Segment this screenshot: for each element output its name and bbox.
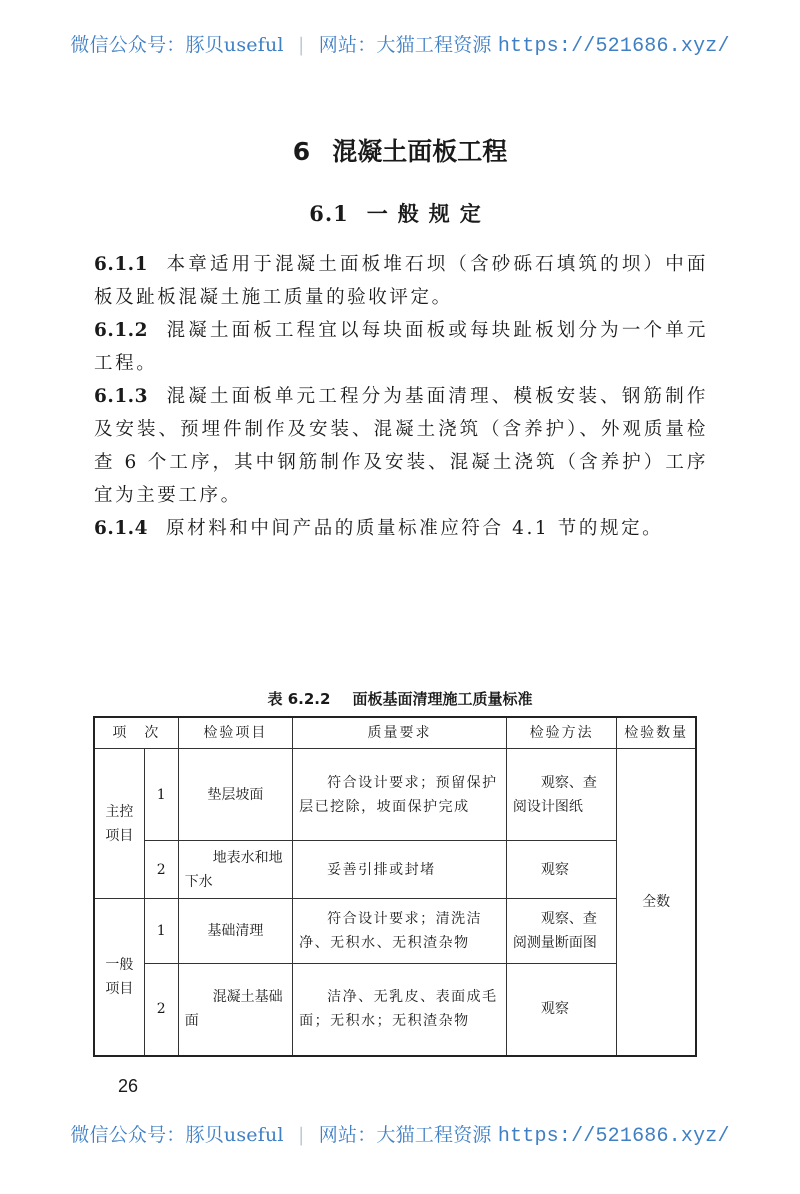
section-title bbox=[0, 198, 800, 228]
watermark-separator: | bbox=[297, 34, 305, 56]
inspection-method: 观察、查阅测量断面图 bbox=[506, 899, 617, 964]
watermark-url[interactable]: https://521686.xyz/ bbox=[497, 1125, 730, 1148]
inspection-method: 观察 bbox=[506, 841, 617, 899]
inspection-item: 基础清理 bbox=[178, 899, 292, 964]
watermark-label: 微信公众号：豚贝useful bbox=[70, 34, 284, 56]
watermark-label: 微信公众号：豚贝useful bbox=[70, 1124, 284, 1146]
section-number: 6.1 bbox=[309, 201, 349, 226]
table-caption bbox=[0, 688, 800, 709]
quality-requirement: 符合设计要求；预留保护层已挖除，坡面保护完成 bbox=[293, 749, 507, 841]
row-number: 1 bbox=[144, 899, 178, 964]
watermark-separator: | bbox=[297, 1124, 305, 1146]
inspection-item: 混凝土基础面 bbox=[178, 964, 292, 1056]
quality-requirement: 妥善引排或封堵 bbox=[293, 841, 507, 899]
quality-requirement: 洁净、无乳皮、表面成毛面；无积水；无积渣杂物 bbox=[293, 964, 507, 1056]
clause-6-1-1 bbox=[94, 248, 708, 314]
table-number: 表 6.2.2 bbox=[267, 690, 331, 708]
inspection-item: 垫层坡面 bbox=[178, 749, 292, 841]
section-title-text: 一般规定 bbox=[366, 202, 491, 226]
clause-list bbox=[94, 248, 708, 545]
quality-requirement: 符合设计要求；清洗洁净、无积水、无积渣杂物 bbox=[293, 899, 507, 964]
header-quality-requirement: 质量要求 bbox=[293, 717, 507, 749]
header-inspection-method: 检验方法 bbox=[506, 717, 617, 749]
table-row bbox=[94, 899, 696, 964]
clause-number: 6.1.4 bbox=[94, 518, 148, 539]
clause-text: 本章适用于混凝土面板堆石坝（含砂砾石填筑的坝）中面板及趾板混凝土施工质量的验收评定。 bbox=[94, 254, 708, 308]
row-number: 2 bbox=[144, 964, 178, 1056]
clause-number: 6.1.3 bbox=[94, 386, 148, 407]
watermark-header bbox=[0, 30, 800, 58]
clause-text: 混凝土面板单元工程分为基面清理、模板安装、钢筋制作及安装、预埋件制作及安装、混凝土浇筑（含养护）、外观质量检查 6 个工序，其中钢筋制作及安装、混凝土浇筑（含养护）工序宜为主要工序。 bbox=[94, 386, 708, 506]
table-row bbox=[94, 841, 696, 899]
table-row bbox=[94, 749, 696, 841]
group-main-control: 主控项目 bbox=[94, 749, 144, 899]
header-inspection-quantity: 检验数量 bbox=[617, 717, 696, 749]
chapter-number: 6 bbox=[292, 137, 311, 166]
row-number: 2 bbox=[144, 841, 178, 899]
inspection-method: 观察 bbox=[506, 964, 617, 1056]
chapter-title-text: 混凝土面板工程 bbox=[332, 137, 508, 166]
chapter-title bbox=[0, 132, 800, 168]
clause-number: 6.1.2 bbox=[94, 320, 148, 341]
row-number: 1 bbox=[144, 749, 178, 841]
watermark-site-label: 网站：大猫工程资源 bbox=[318, 1124, 492, 1146]
inspection-item: 地表水和地下水 bbox=[178, 841, 292, 899]
table-header-row bbox=[94, 717, 696, 749]
table-row bbox=[94, 964, 696, 1056]
watermark-footer bbox=[0, 1120, 800, 1148]
clause-text: 混凝土面板工程宜以每块面板或每块趾板划分为一个单元工程。 bbox=[94, 320, 708, 374]
clause-6-1-3 bbox=[94, 380, 708, 512]
table-title: 面板基面清理施工质量标准 bbox=[352, 690, 533, 708]
clause-text: 原材料和中间产品的质量标准应符合 4.1 节的规定。 bbox=[166, 518, 664, 539]
inspection-quantity: 全数 bbox=[617, 749, 696, 1056]
watermark-site-label: 网站：大猫工程资源 bbox=[318, 34, 492, 56]
group-general: 一般项目 bbox=[94, 899, 144, 1056]
clause-6-1-4 bbox=[94, 512, 708, 545]
header-inspection-item: 检验项目 bbox=[178, 717, 292, 749]
quality-standard-table bbox=[93, 716, 697, 1057]
watermark-url[interactable]: https://521686.xyz/ bbox=[497, 35, 730, 58]
clause-number: 6.1.1 bbox=[94, 254, 148, 275]
header-item-no: 项 次 bbox=[94, 717, 178, 749]
inspection-method: 观察、查阅设计图纸 bbox=[506, 749, 617, 841]
page-number: 26 bbox=[118, 1076, 139, 1096]
clause-6-1-2 bbox=[94, 314, 708, 380]
